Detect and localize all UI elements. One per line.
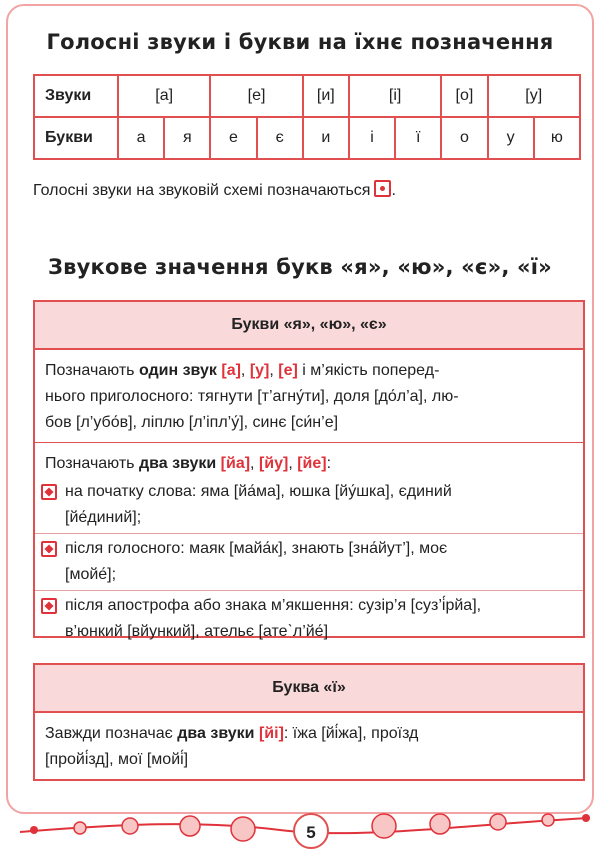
vowel-symbol-icon	[374, 180, 391, 197]
letter-cell: і	[349, 117, 395, 159]
bullet-icon	[41, 541, 57, 557]
text: в’юнкий [вйункий], ательє [атеˋл’йе́]	[65, 623, 329, 640]
text: Позначають	[45, 362, 139, 379]
letter-cell: о	[441, 117, 487, 159]
text: на початку слова: яма [йа́ма], юшка [йу́шка], єдиний	[65, 483, 452, 500]
letter-cell: и	[303, 117, 349, 159]
emphasis: один звук	[138, 362, 217, 379]
bullet-icon	[41, 598, 57, 614]
letter-cell: ї	[395, 117, 441, 159]
yi-paragraph	[35, 713, 583, 779]
list-item	[35, 593, 583, 645]
letter-cell: а	[118, 117, 164, 159]
text: Позначають	[45, 455, 139, 472]
sound-cell: [и]	[303, 75, 349, 117]
sound-cell: [е]	[210, 75, 302, 117]
sound: [йа]	[220, 455, 251, 472]
vowel-table	[33, 74, 581, 160]
emphasis: два звуки	[138, 455, 217, 472]
bullet-icon	[41, 484, 57, 500]
vowel-scheme-note: Голосні звуки на звуковій схемі позначаються .	[33, 182, 396, 199]
letter-cell: є	[257, 117, 303, 159]
text: після голосного: маяк [майа́к], знають [зна́йут’], моє	[65, 540, 448, 557]
text: [мойе́];	[65, 566, 117, 583]
box-header: Букви «я», «ю», «є»	[35, 302, 583, 350]
sound: [у]	[249, 362, 270, 379]
box-header: Буква «ї»	[35, 665, 583, 713]
divider	[35, 590, 583, 591]
two-sounds-paragraph: Позначають два звуки [йа], [йу], [йе]:	[45, 455, 332, 472]
letter-cell: у	[488, 117, 534, 159]
sound: [е]	[278, 362, 298, 379]
sound-cell: [а]	[118, 75, 210, 117]
text: : їжа [йі́жа], проїзд	[283, 725, 419, 742]
sound-cell: [і]	[349, 75, 441, 117]
letters-ya-yu-ye-box	[33, 300, 585, 638]
text: [пройі́зд], мої [мойі́]	[45, 751, 189, 768]
sound: [йу]	[258, 455, 289, 472]
sounds-row-label: Звуки	[34, 75, 118, 117]
letters-row	[34, 117, 580, 159]
letter-cell: я	[164, 117, 210, 159]
note-text: Голосні звуки на звуковій схемі позначаються	[33, 182, 371, 199]
letter-cell: е	[210, 117, 256, 159]
sound-cell: [у]	[488, 75, 581, 117]
text: після апострофа або знака м’якшення: сузір’я [суз’і́рйа],	[65, 597, 482, 614]
sound-cell: [о]	[441, 75, 487, 117]
section-title-vowels: Голосні звуки і букви на їхнє позначення	[46, 30, 554, 54]
sound: [йе]	[297, 455, 327, 472]
list-item	[35, 479, 583, 531]
sounds-row	[34, 75, 580, 117]
text: :	[326, 455, 332, 472]
sound: [а]	[221, 362, 241, 379]
text: нього приголосного: тягнути [т’агну́ти], доля [до́л’а], лю-	[45, 388, 459, 405]
letter-yi-box	[33, 663, 585, 781]
letter-cell: ю	[534, 117, 580, 159]
one-sound-paragraph: Позначають один звук [а], [у], [е] і м’якість поперед- нього приголосного: тягнути [т’агну́ти], доля [до́л’а], лю- бов [л’убо́в], ліплю [л’іпл’у́], синє [си́н’е]	[45, 362, 459, 431]
text: Завжди позначає	[45, 725, 178, 742]
list-item	[35, 536, 583, 588]
divider	[35, 533, 583, 534]
text: і м’якість поперед-	[297, 362, 440, 379]
text: [йе́диний];	[65, 509, 142, 526]
emphasis: два звуки	[177, 725, 255, 742]
sound: [йі]	[258, 725, 284, 742]
page-number: 5	[293, 813, 329, 849]
letters-row-label: Букви	[34, 117, 118, 159]
text: бов [л’убо́в], ліплю [л’іпл’у́], синє [си́н’е]	[45, 414, 339, 431]
section-title-letters: Звукове значення букв «я», «ю», «є», «ї»	[48, 255, 552, 279]
